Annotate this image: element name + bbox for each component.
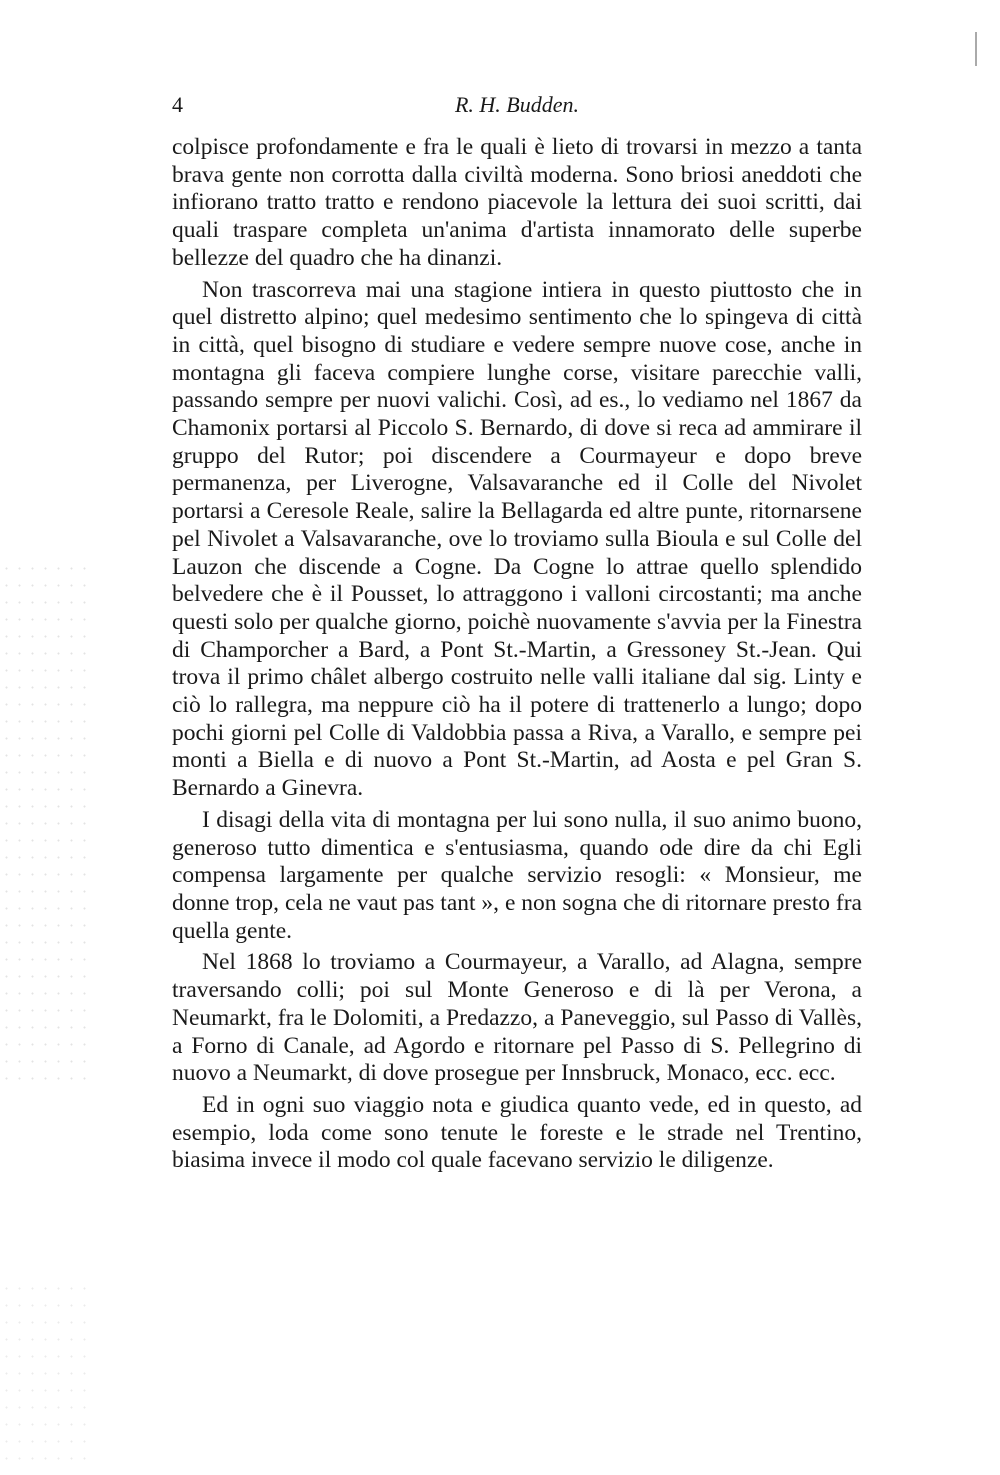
running-title: R. H. Budden. [454, 92, 580, 117]
running-head [172, 92, 862, 122]
body-text [172, 134, 862, 1179]
paragraph-travels-1867: Non trascorreva mai una stagione intiera in questo piuttosto che in quel distretto alpino; quel medesimo sentimento che lo spingeva di città in città, quel bisogno di studiare e vedere sempre nuove cose, anche in montagna gli faceva compiere lunghe corse, visitare parecchie valli, passando sempre per nuovi valichi. Così, ad es., lo vediamo nel 1867 da Chamonix portarsi al Piccolo S. Bernardo, di dove si reca ad ammirare il gruppo del Rutor; poi discendere a Courmayeur e dopo breve permanenza, per Liverogne, Valsavaranche ed il Colle del Nivolet portarsi a Ceresole Reale, salire la Bellagarda ed altre punte, ritornarsene pel Nivolet a Valsavaranche, ove lo troviamo sulla Bioula e sul Colle del Lauzon che discende a Cogne. Da Cogne lo attrae quello splendido belvedere che è il Pousset, lo attraggono i valloni circostanti; ma anche questi solo per qualche giorno, poichè nuovamente s'avvia per la Finestra di Champorcher a Bard, a Pont St.-Martin, a Gressoney St.-Jean. Qui trova il primo châlet albergo costruito nelle valli italiane dal sig. Linty e ciò lo rallegra, ma neppure ciò ha il potere di trattenerlo a lungo; dopo pochi giorni pel Colle di Valdobbia passa a Riva, a Varallo, e sempre pei monti a Biella e di nuovo a Pont St.-Martin, ad Aosta e pel Gran S. Bernardo a Ginevra. [172, 276, 862, 802]
scan-edge-mark [975, 32, 977, 66]
paragraph-observations: Ed in ogni suo viaggio nota e giudica quanto vede, ed in questo, ad esempio, loda come sono tenute le foreste e le strade nel Trentino, biasima invece il modo col quale facevano servizio le diligenze. [172, 1091, 862, 1174]
paragraph-travels-1868: Nel 1868 lo troviamo a Courmayeur, a Varallo, ad Alagna, sempre traversando colli; poi sul Monte Generoso e di là per Verona, a Neumarkt, fra le Dolomiti, a Predazzo, a Paneveggio, sul Passo di Vallès, a Forno di Canale, ad Agordo e ritornare pel Passo di S. Pellegrino di nuovo a Neumarkt, di dove prosegue per Innsbruck, Monaco, ecc. ecc. [172, 949, 862, 1087]
scan-speckle-margin-lower [0, 1280, 90, 1460]
page-number: 4 [172, 92, 183, 117]
paragraph-continued: colpisce profondamente e fra le quali è lieto di trovarsi in mezzo a tanta brava gente non corrotta dalla civiltà moderna. Sono briosi aneddoti che infiorano tratto tratto e rendono piacevole la lettura dei suoi scritti, dai quali traspare completa un'anima d'artista innamorato delle superbe bellezze del quadro che ha dinanzi. [172, 134, 862, 271]
scan-speckle-margin [0, 560, 90, 1080]
paragraph-hardships: I disagi della vita di montagna per lui sono nulla, il suo animo buono, generoso tutto dimentica e s'entusiasma, quando ode dire da chi Egli compensa largamente per qualche servizio resogli: « Monsieur, me donne trop, cela ne vaut pas tant », e non sogna che di ritornare presto fra quella gente. [172, 806, 862, 944]
